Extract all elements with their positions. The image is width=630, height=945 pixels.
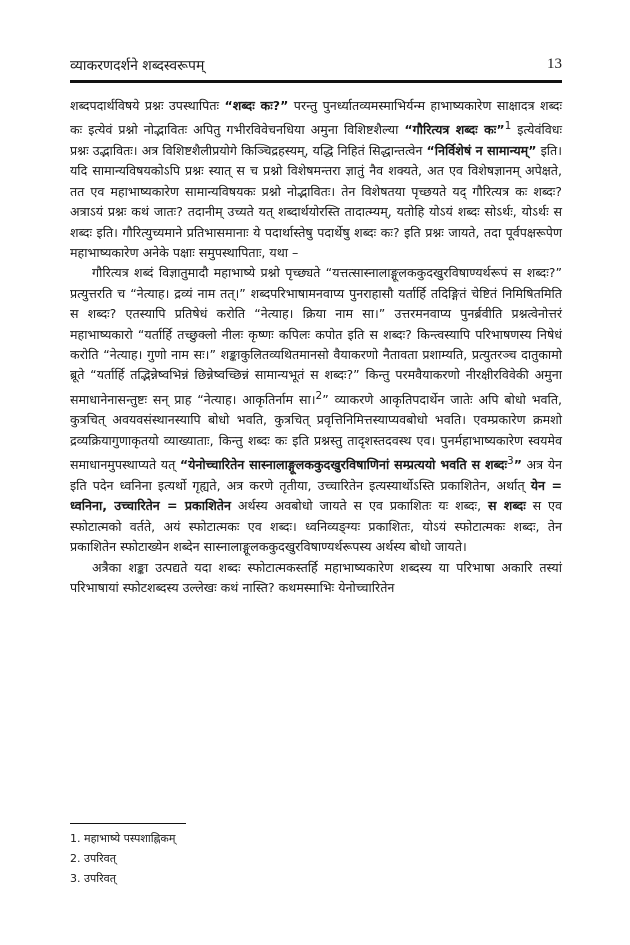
footnote-ref: 1 <box>504 120 512 133</box>
paragraph-2: गौरित्यत्र शब्दं विज्ञातुमादौ महाभाष्ये प्रश्नो पृच्छ्यते “यत्तत्सास्नालाङ्गूलककुदखुरविषाण्यर्थरूपं स शब्दः?” प्रत्युत्तरति च “नेत्याह। द्रव्यं नाम तत्।” शब्दपरिभाषामनवाप्य पुनराहासौ यर्तार्हि तदिङ्गितं चेष्टितं निमिषितमिति स शब्दः? एतस्यापि प्रतिषेधं करोति “नेत्याह। क्रिया नाम सा।” उत्तरमनवाप्य पुनर्ब्रवीति प्रश्नत्वेनोत्तरं महाभाष्यकारो “यर्तार्हि तच्छुक्लो नीलः कृष्णः कपिलः कपोत इति स शब्दः? किन्त्वस्यापि परिभाषणस्य निषेधं करोति “नेत्याह। गुणो नाम सः।” शङ्काकुलितव्यथितमानसो वैयाकरणो नैतावता प्रशाम्यति, प्रत्युतरञ्च दातुकामो ब्रूते “यर्तार्हि तद्भिन्नेष्वभिन्नं छिन्नेष्वच्छिन्नं सामान्यभूतं स शब्दः?” किन्तु परमवैयाकरणो नीरक्षीरविवेकी अमुना समाधानेनासन्तुष्टः सन् प्राह “नेत्याह। आकृतिर्नाम सा।$^2$” व्याकरणे आकृतिपदार्थेन जातेः अपि बोधो भवति, कुत्रचित् अवयवसंस्थानस्यापि बोधो भवति, कुत्रचित् प्रवृत्तिनिमित्तस्याप्यवबोधो भवति। एवम्प्रकारेण क्रमशो द्रव्यक्रियागुणाकृतयो व्याख्याताः, किन्तु शब्दः कः इति प्रश्नस्तु तादृशस्तदवस्थ एव। पुनर्महाभाष्यकारेण स्वयमेव समाधानमुपस्थाप्यते यत् “येनोच्चारितेन सास्नालाङ्गूलककुदखुरविषाणिनां सम्प्रत्ययो भवति स शब्दः$^3$” अत्र येन इति पदेन ध्वनिना इत्यर्थो गृह्यते, अत्र करणे तृतीया, उच्चारितेन इत्यस्यार्थोऽस्ति प्रकाशितेन, अर्थात् येन = ध्वनिना, उच्चारितेन = प्रकाशितेन अर्थस्य अवबोधो जायते स एव प्रकाशितः यः शब्दः, स शब्दः स एव स्फोटात्मको वर्तते, अयं स्फोटात्मकः एव शब्दः। ध्वनिव्यङ्ग्यः प्रकाशितः, योऽयं स्फोटात्मकः शब्दः, तेन प्रकाशितेन स्फोटाख्येन शब्देन सास्नालाङ्गूलककुदखुरविषाण्यर्थरूपस्य अर्थस्य बोधो जायते। <box>70 265 563 555</box>
footnote-rule <box>70 823 186 824</box>
footnote-ref: 2 <box>315 389 323 402</box>
quote: “निर्विशेषं न सामान्यम्” <box>426 143 537 158</box>
footnote-ref: 3 <box>507 455 514 468</box>
header-rule <box>70 80 562 83</box>
quote: “शब्दः कः?” <box>224 98 289 113</box>
page-number: 13 <box>547 56 562 72</box>
body-text <box>70 96 562 598</box>
bold-term: स शब्दः <box>487 498 526 514</box>
footnote-1: 1. महाभाष्ये पस्पशाह्निकम् <box>70 832 176 845</box>
footnote-3: 3. उपरिवत् <box>70 872 117 885</box>
running-title: व्याकरणदर्शने शब्दस्वरूपम् <box>70 58 205 74</box>
quote: “येनोच्चारितेन सास्नालाङ्गूलककुदखुरविषाणिनां सम्प्रत्ययो भवति स शब्दः <box>179 457 508 473</box>
footnote-2: 2. उपरिवत् <box>70 852 117 865</box>
footnotes <box>70 829 175 889</box>
page-header <box>70 56 562 80</box>
quote: “गौरित्यत्र शब्दः कः” <box>404 122 505 138</box>
paragraph-1: शब्दपदार्थविषये प्रश्नः उपस्थापितः “शब्दः कः?” परन्तु पुनर्ध्यातव्यमस्माभिर्यन्म हाभाष्यकारेण साक्षादत्र शब्दः कः इत्येवं प्रश्नो नोद्भावितः अपितु गभीरविवेचनधिया अमुना विशिष्टशैल्या “गौरित्यत्र शब्दः कः”$^1$ इत्येवंविधः प्रश्नः उद्भावितः। अत्र विशिष्टशैलीप्रयोगे किञ्चिद्रहस्यम्, यद्धि निहितं सिद्धान्तत्वेन “निर्विशेषं न सामान्यम्” इति। यदि सामान्यविषयकोऽपि प्रश्नः स्यात् स च प्रश्नो विशेषमन्तरा ज्ञातुं नैव शक्यते, अत एव विशेषज्ञानम् अपेक्षते, तत एव महाभाष्यकारेण सामान्यविषयकः प्रश्नो नोद्भावितः। तेन विशेषतया पृच्छयते यद् गौरित्यत्र कः शब्दः? अत्राऽयं प्रश्नः कथं जातः? तदानीम् उच्यते यत् शब्दार्थयोरस्ति तादात्म्यम्, यतोहि योऽयं शब्दः सोऽर्थः, योऽर्थः स शब्दः इति। गौरित्युच्यमाने प्रतिभासमानाः ये पदार्थास्तेषु पदार्थेषु शब्दः कः? इति प्रश्नः जायते, तदा पूर्वपक्षरूपेण महाभाष्यकारेण अनेके पक्षाः समुपस्थापिताः, यथा – <box>70 98 563 261</box>
bold-definition: येन = ध्वनिना, उच्चारितेन = प्रकाशितेन <box>70 477 563 514</box>
paragraph-3: अत्रैका शङ्का उत्पद्यते यदा शब्दः स्फोटात्मकस्तर्हि महाभाष्यकारेण शब्दस्य या परिभाषा अकारि तस्यां परिभाषायां स्फोटशब्दस्य उल्लेखः कथं नास्ति? कथमस्माभिः येनोच्चारितेन <box>70 559 562 595</box>
